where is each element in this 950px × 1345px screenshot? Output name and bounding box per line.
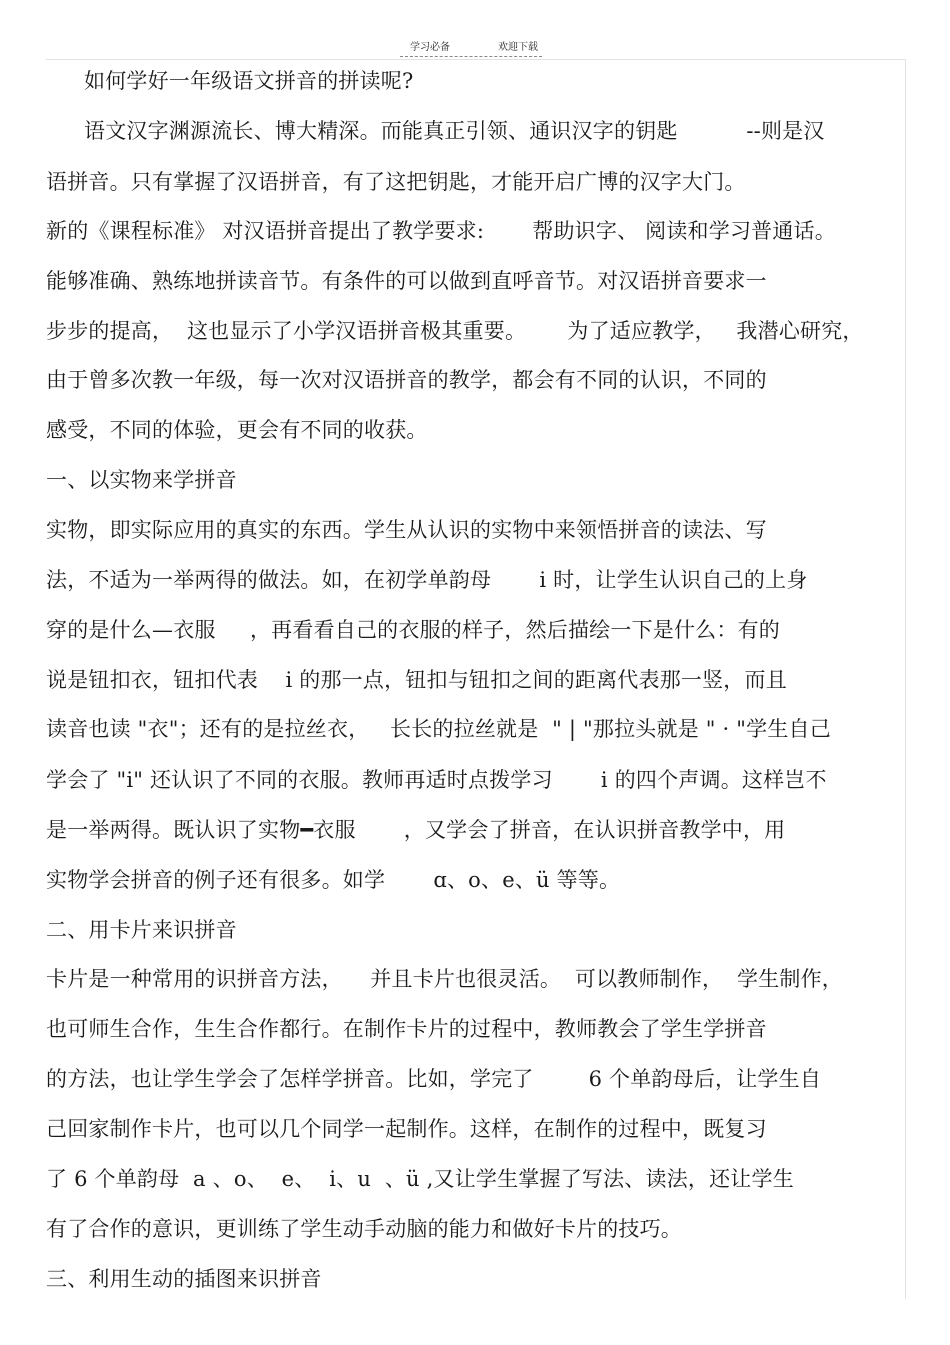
paragraph-line: 实物学会拼音的例子还有很多。如学 ɑ、o、e、ü 等等。 — [46, 868, 621, 892]
paragraph-line: 说是钮扣衣，钮扣代表 i 的那一点，钮扣与钮扣之间的距离代表那一竖，而且 — [46, 668, 787, 692]
paragraph-line: 感受，不同的体验，更会有不同的收获。 — [46, 418, 428, 442]
paragraph-line: 语文汉字渊源流长、博大精深。而能真正引领、通识汉字的钥匙 --则是汉 — [84, 119, 825, 143]
page-header — [0, 38, 950, 58]
paragraph-line: 也可师生合作，生生合作都行。在制作卡片的过程中，教师教会了学生学拼音 — [46, 1017, 767, 1041]
paragraph-line: 有了合作的意识，更训练了学生动手动脑的能力和做好卡片的技巧。 — [46, 1217, 682, 1241]
page-frame-right — [905, 59, 906, 1299]
paragraph-line: 穿的是什么—衣服 ，再看看自己的衣服的样子，然后描绘一下是什么：有的 — [46, 618, 780, 642]
paragraph-line: 新的《课程标准》 对汉语拼音提出了教学要求: 帮助识字、 阅读和学习普通话。 — [46, 219, 836, 243]
paragraph-line: 语拼音。只有掌握了汉语拼音，有了这把钥匙，才能开启广博的汉字大门。 — [46, 170, 746, 194]
paragraph-line: 了 6 个单韵母 a 、o、 e、 i、u 、ü ,又让学生掌握了写法、读法，还让学生 — [46, 1167, 794, 1191]
paragraph-line: 步步的提高， 这也显示了小学汉语拼音极其重要。 为了适应教学， 我潜心研究， — [46, 319, 864, 343]
paragraph-line: 法，不适为一举两得的做法。如，在初学单韵母 i 时，让学生认识自己的上身 — [46, 568, 808, 592]
paragraph-line: 实物，即实际应用的真实的东西。学生从认识的实物中来领悟拼音的读法、写 — [46, 518, 767, 542]
paragraph-line: 由于曾多次教一年级，每一次对汉语拼音的教学，都会有不同的认识，不同的 — [46, 368, 767, 392]
paragraph-line: 读音也读 "衣"；还有的是拉丝衣， 长长的拉丝就是 " | "那拉头就是 " · "学生自己 — [46, 717, 831, 741]
header-right-text: 欢迎下载 — [498, 42, 538, 53]
section-heading: 一、以实物来学拼音 — [46, 468, 237, 492]
header-dashed-rule — [400, 56, 542, 57]
page-frame-top — [46, 59, 906, 60]
paragraph-line: 卡片是一种常用的识拼音方法， 并且卡片也很灵活。 可以教师制作， 学生制作， — [46, 967, 843, 991]
paragraph-line: 己回家制作卡片，也可以几个同学一起制作。这样，在制作的过程中，既复习 — [46, 1117, 767, 1141]
document-title: 如何学好一年级语文拼音的拼读呢? — [84, 69, 414, 93]
section-heading: 二、用卡片来识拼音 — [46, 918, 237, 942]
paragraph-line: 的方法，也让学生学会了怎样学拼音。比如，学完了 6 个单韵母后，让学生自 — [46, 1067, 822, 1091]
paragraph-line: 能够准确、熟练地拼读音节。有条件的可以做到直呼音节。对汉语拼音要求一 — [46, 269, 767, 293]
paragraph-line: 是一举两得。既认识了实物━衣服 ，又学会了拼音，在认识拼音教学中，用 — [46, 818, 786, 842]
section-heading: 三、利用生动的插图来识拼音 — [46, 1267, 322, 1291]
paragraph-line: 学会了 "i" 还认识了不同的衣服。教师再适时点拨学习 i 的四个声调。这样岂不 — [46, 768, 827, 792]
header-left-text: 学习必备 — [410, 42, 450, 53]
